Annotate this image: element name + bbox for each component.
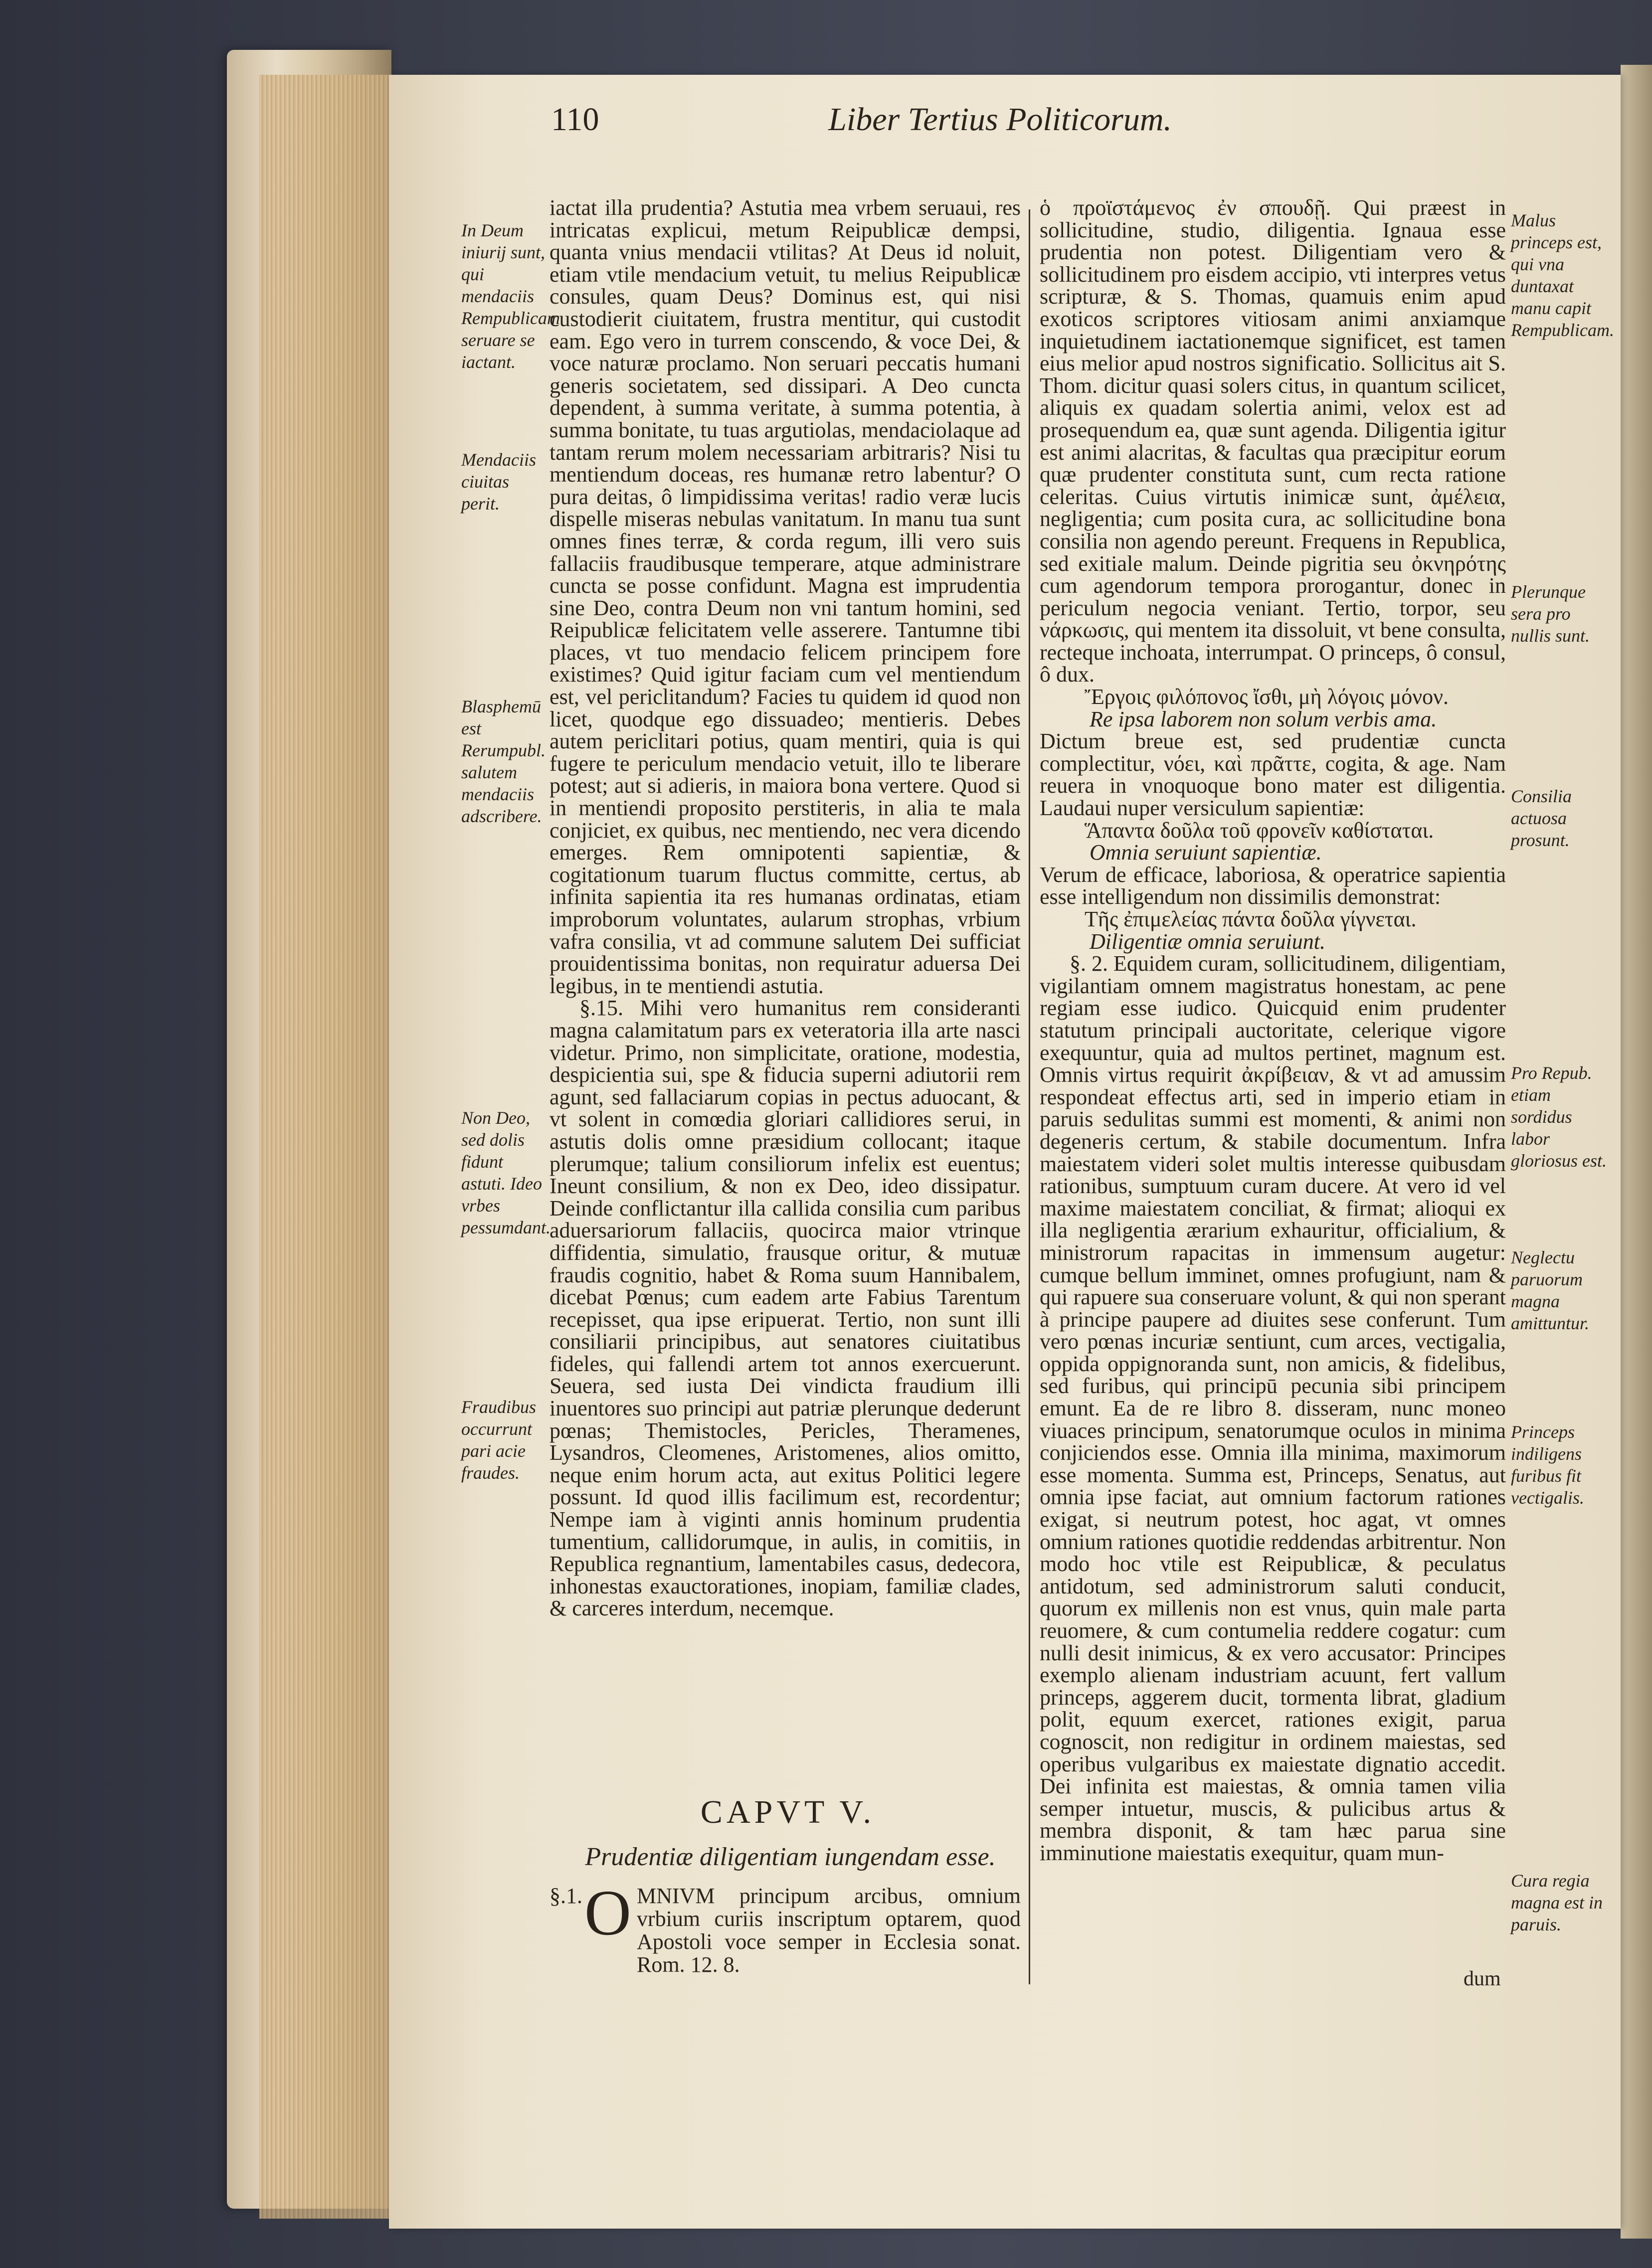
paragraph: §. 2. Equidem curam, sollicitudinem, diligentiam, vigilantiam omnem magistratus honestam, ac pene regiam esse iudico. Quicquid enim prudenter statutum principali auctoritate, celerique vigore exequuntur, quia ad multos pertinet, magnum est. Omnis virtus requirit ἀκρίβειαν, & vt ad amussim respondeat effectus arti, sed in imperio etiam in paruis sedulitas summi est momenti, & animi non degeneris certum, & stabile documentum. Infra maiestatem videri solet multis interesse quibusdam rationibus, sumptuum curam ducere. At vero id vel maxime maiestatem conciliat, & firmat; alioqui ex illa negligentia ærarium exhauritur, officialium, & ministrorum rapacitas in immensum augetur: cumque bellum imminet, omnes profugiunt, nam & qui rapuere sua conseruare volunt, & qui non sperant à principe paupere ad diuites sese conferunt. Tum vero pœnas incuriæ sentiunt, cum arces, vectigalia, oppida oppignoranda sunt, non amicis, & fidelibus, sed furibus, qui principū pecunia sibi principem emunt. Ea de re libro 8. disseram, nunc moneo viuaces principum, senatorumque oculos in minima conjiciendos esse. Omnia illa minima, maximorum esse momenta. Summa est, Princeps, Senatus, aut omnia ipse faciat, aut omnium factorum rationes exigat, si neutrum potest, hoc agat, vt omnes omnium rationes quotidie reddendas arbitrentur. Non modo hoc vtile est Reipublicæ, & peculatus antidotum, sed administrorum saluti conducit, quorum ex millenis non est vnus, quin male parta reuomere, & cum contumelia reddere cogatur: cum nulli desit inimicus, & ex vero accusator: Principes exemplo alienam industriam acuunt, fert vallum princeps, aggerem ducit, tormenta librat, gladium polit, equum exercet, rationes exigit, parua cognoscit, non redigitur in ordinem maiestas, sed operibus vulgaribus ex maiestate dignatio accedit. Dei infinita est maiestas, & omnia tamen vilia semper intuetur, muscis, & pulicibus artus & membra disponit, & tam hæc parua sine imminutione maiestatis exequitur, quam mun-: [1040, 951, 1506, 1865]
margin-note: Pro Repub. etiam sordidus labor gloriosus est.: [1511, 1063, 1607, 1171]
margin-note: Cura regia magna est in paruis.: [1511, 1871, 1603, 1934]
greek-verse: Ἅπαντα δοῦλα τοῦ φρονεῖν καθίσταται.: [1085, 818, 1434, 843]
chapter-text: MNIVM principum arcibus, omnium vrbium curiis inscriptum optarem, quod Apostoli voce semper in Ecclesia sonat. Rom. 12. 8.: [637, 1884, 1021, 1977]
margin-note: Neglectu paruorum magna amittuntur.: [1511, 1247, 1590, 1333]
paragraph: Verum de efficace, laboriosa, & operatrice sapientia esse intelligendum non dissimilis demonstrat:: [1040, 862, 1506, 909]
chapter-title: CAPVT V.: [700, 1794, 876, 1830]
margin-note: Blasphemū est Rerumpubl. salutem mendaciis adscribere.: [461, 697, 546, 826]
latin-verse: Re ipsa laborem non solum verbis ama.: [1090, 706, 1437, 731]
margin-note: Consilia actuosa prosunt.: [1511, 786, 1572, 850]
left-column: [550, 197, 1021, 1772]
latin-verse: Diligentiæ omnia seruiunt.: [1090, 929, 1325, 954]
right-column: [1040, 197, 1506, 1972]
paragraph: iactat illa prudentia? Astutia mea vrbem seruaui, res intricatas explicui, metum Reipublicæ dempsi, quanta vnius mendacii vtilitas? At Deus id noluit, etiam vtile mendacium vetuit, tu melius Reipublicæ consules, quam Deus? Dominus est, qui nisi custodierit ciuitatem, frustra mentitur, qui custodit eam. Ego vero in turrem conscendo, & voce Dei, & voce naturæ proclamo. Non seruari peccatis humani generis societatem, sed dissipari. A Deo cuncta dependent, à summa veritate, à summa potentia, à summa bonitate, tu tuas argutiolas, mendaciolaque ad tantam rerum molem necessariam arbitraris? Nisi tu mentiendum doceas, res humanæ retro labentur? O pura deitas, ô limpidissima veritas! radio veræ lucis dispelle miseras nebulas vanitatum. In manu tua sunt omnes fines terræ, & corda regum, illi vero suis fallaciis fraudibusque temperare, atque administrare cuncta se posse confidunt. Magna est imprudentia sine Deo, contra Deum non vni tantum homini, sed Reipublicæ felicitatem velle asserere. Tantumne tibi places, vt tuo mendacio felicem principem fore existimes? Quid igitur faciam cum vel mentiendum est, vel periclitandum? Facies tu quidem id quod non licet, quodque ego dissuadeo; mentieris. Debes autem periclitari potius, quam mentiri, quia is qui fugere te periculum mendacio vetuit, illo te liberare potest; aut si adieris, in maiora bona vertere. Quod si in mentiendi proposito perstiteris, in alia te mala conjiciet, ex quibus, nec mentiendo, nec vera dicendo emerges. Rem omnipotenti sapientiæ, & cogitationum tuarum fluctus committe, certus, ab infinita sapientia ita res humanas ordinatas, etiam improborum voluntates, aularum strophas, vrbium vafra consilia, vt ad commune salutem Dei sufficiat prouidentissima bonitas, non requiratur aduersa Dei legibus, in te mentiendi astutia.: [550, 195, 1021, 998]
margin-note: In Deum iniurij sunt, qui mendaciis Rempublicam seruare se iactant.: [461, 220, 560, 372]
paragraph: §.15. Mihi vero humanitus rem consideranti magna calamitatum pars ex veteratoria illa arte nasci videtur. Primo, non simplicitate, oratione, modestia, despicientia sui, spe & fiducia superni adiutorii rem agunt, sed fallaciarum copias in pectus aduocant, & vt solent in comœdia gloriari callidiores serui, in astutis dolis omne præsidium collocant; itaque plerumque; talium consiliorum infelix est euentus; Ineunt consilium, & non ex Deo, ideo dissipatur. Deinde conflictantur illa callida consilia cum paribus aduersariorum fallaciis, quocirca maior vtrinque diffidentia, simulatio, frausque oritur, & mutuæ fraudis cognitio, habet & Roma suum Hannibalem, dicebat Pœnus; cum eadem arte Fabius Tarentum recepisset, qua ipse eripuerat. Tertio, non sunt illi consiliarii principibus, aut senatores ciuitatibus fideles, qui fallendi artem tot annos exercuerunt. Seuera, sed iusta Dei vindicta fraudium illi inuentores suo principi aut patriæ plerunque dederunt pœnas; Themistocles, Pericles, Theramenes, Lysandros, Cleomenes, Aristomenes, alios omitto, neque enim horum acta, aut exitus Politici legere possunt. Id quod illis facilimum est, recordentur; Nempe iam à viginti annis hominum prudentia tumentium, callidorumque, in aulis, in comitiis, in Republica regnantium, lamentabiles casus, dedecora, inhonestas exauctorationes, inopiam, familiæ clades, & carceres interdum, necemque.: [550, 996, 1021, 1621]
margin-note: Non Deo, sed dolis fidunt astuti. Ideo vrbes pessumdant.: [461, 1108, 551, 1237]
page-number: 110: [551, 101, 599, 138]
facing-page-edge: [1621, 65, 1652, 2239]
catchword: dum: [1464, 1967, 1501, 1990]
greek-verse: Τῆς ἐπιμελείας πάντα δοῦλα γίγνεται.: [1085, 907, 1417, 931]
greek-verse: Ἔργοις φιλόπονος ἴσθι, μὴ λόγοις μόνον.: [1085, 685, 1449, 709]
margin-note: Mendaciis ciuitas perit.: [461, 450, 536, 514]
page-edges: [259, 75, 389, 2219]
paragraph: Dictum breue est, sed prudentiæ cuncta complectitur, νόει, καὶ πρᾶττε, cogita, & age. Nam reuera in vnoquoque bono mater est diligentia. Laudaui nuper versiculum sapientiæ:: [1040, 729, 1506, 821]
chapter-opening: [550, 1877, 1021, 1977]
margin-note: Fraudibus occurrunt pari acie fraudes.: [461, 1397, 537, 1483]
column-rule: [1029, 209, 1030, 1984]
latin-verse: Omnia seruiunt sapientiæ.: [1090, 840, 1322, 865]
page-header: [551, 95, 1172, 145]
paragraph: ὁ προϊστάμενος ἐν σπουδῇ. Qui præest in sollicitudine, studio, diligentia. Ignaua esse prudentia non potest. Diligentiam vero & sollicitudinem pro eisdem accipio, vti interpres vetus scripturæ, & S. Thomas, quamuis enim apud exoticos scriptores vitiosam animi anxiamque inquietudinem iactationemque significet, est tamen eius melior apud nostros significatio. Sollicitus ait S. Thom. dicitur quasi solers citus, in quantum scilicet, aliquis ex quadam solertia animi, velox est ad prosequendum ea, quæ sunt agenda. Diligentia igitur est animi alacritas, & facultas qua præcipitur eorum quæ prudenter constituta sunt, cum recta ratione celeritas. Cuius virtutis inimicæ sunt, ἀμέλεια, negligentia; cum posita cura, ac sollicitudine bona consilia non agendo pereunt. Frequens in Republica, sed exitiale malum. Deinde pigritia seu ὀκνηρότης cum agendorum tempora prorogantur, donec in periculum negocia veniant. Tertio, torpor, seu νάρκωσις, qui mentem ita dissoluit, vt bene consulta, recteque inchoata, interrumpat. O princeps, ô consul, ô dux.: [1040, 195, 1506, 687]
margin-note: Plerunque sera pro nullis sunt.: [1511, 582, 1590, 646]
running-title: Liber Tertius Politicorum.: [828, 101, 1172, 138]
section-number: §.1.: [550, 1884, 582, 1908]
drop-cap: O: [584, 1877, 631, 1949]
margin-note: Princeps indiligens furibus fit vectigalis.: [1511, 1422, 1584, 1508]
margin-note: Malus princeps est, qui vna duntaxat manu capit Rempublicam.: [1511, 210, 1614, 340]
chapter-subtitle: Prudentiæ diligentiam iungendam esse.: [585, 1843, 996, 1871]
